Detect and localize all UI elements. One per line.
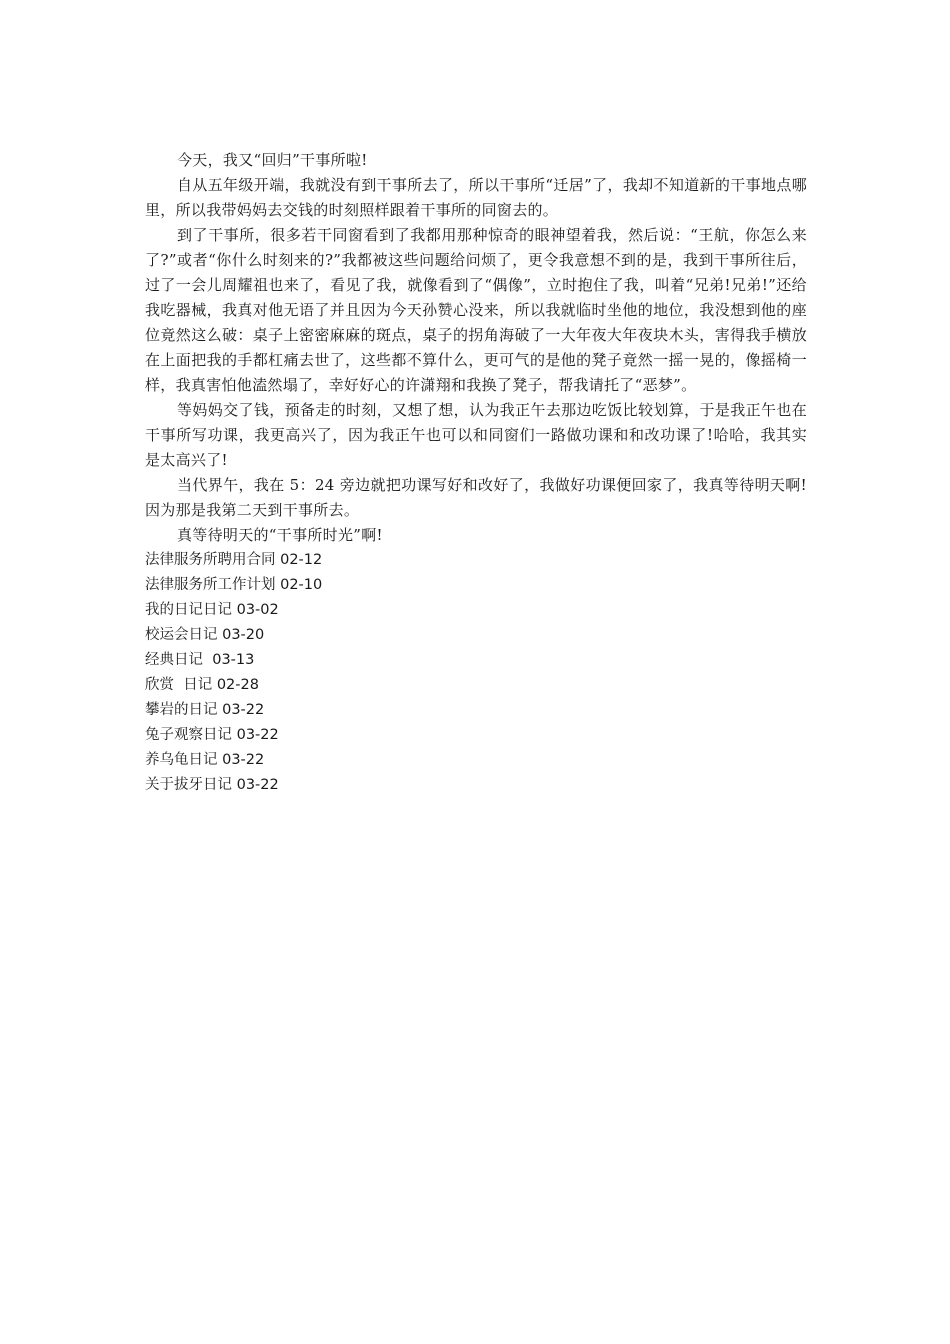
related-article-link[interactable]: 关于拔牙日记 03-22 xyxy=(145,777,279,793)
related-article-link[interactable]: 养乌龟日记 03-22 xyxy=(145,752,265,768)
related-article-link[interactable]: 校运会日记 03-20 xyxy=(145,627,265,643)
paragraph: 今天，我又“回归”干事所啦! xyxy=(177,151,368,169)
related-article-link[interactable]: 攀岩的日记 03-22 xyxy=(145,702,265,718)
paragraph: 当代界午，我在 5：24 旁边就把功课写好和改好了，我做好功课便回家了，我真等待明天啊!因为那是我第二天到干事所去。 xyxy=(145,476,807,519)
paragraph: 等妈妈交了钱，预备走的时刻，又想了想，认为我正午去那边吃饭比较划算，于是我正午也在干事所写功课，我更高兴了，因为我正午也可以和同窗们一路做功课和和改功课了!哈哈，我其实是太高兴了! xyxy=(145,401,807,469)
related-articles-list xyxy=(145,548,807,798)
related-article-link[interactable]: 法律服务所工作计划 02-10 xyxy=(145,577,323,593)
related-article-link[interactable]: 法律服务所聘用合同 02-12 xyxy=(145,552,323,568)
related-article-link[interactable]: 兔子观察日记 03-22 xyxy=(145,727,279,743)
paragraph: 到了干事所，很多若干同窗看到了我都用那种惊奇的眼神望着我，然后说：“王航，你怎么来了?”或者“你什么时刻来的?”我都被这些问题给问烦了，更令我意想不到的是，我到干事所往后，过了一会儿周耀祖也来了，看见了我，就像看到了“偶像”，立时抱住了我，叫着“兄弟!兄弟!”还给我吃器械，我真对他无语了并且因为今天孙赞心没来，所以我就临时坐他的地位，我没想到他的座位竟然这么破：桌子上密密麻麻的斑点，桌子的拐角海破了一大年夜大年夜块木头，害得我手横放在上面把我的手都杠痛去世了，这些都不算什么，更可气的是他的凳子竟然一摇一晃的，像摇椅一样，我真害怕他溘然塌了，幸好好心的许潇翔和我换了凳子，帮我请托了“恶梦”。 xyxy=(145,226,807,394)
document-page xyxy=(145,148,807,798)
article-body xyxy=(145,148,807,548)
related-article-link[interactable]: 欣赏 日记 02-28 xyxy=(145,677,259,693)
related-article-link[interactable]: 经典日记 03-13 xyxy=(145,652,255,668)
related-article-link[interactable]: 我的日记日记 03-02 xyxy=(145,602,279,618)
paragraph: 自从五年级开端，我就没有到干事所去了，所以干事所“迁居”了，我却不知道新的干事地点哪里，所以我带妈妈去交钱的时刻照样跟着干事所的同窗去的。 xyxy=(145,176,807,219)
paragraph: 真等待明天的“干事所时光”啊! xyxy=(177,526,383,544)
